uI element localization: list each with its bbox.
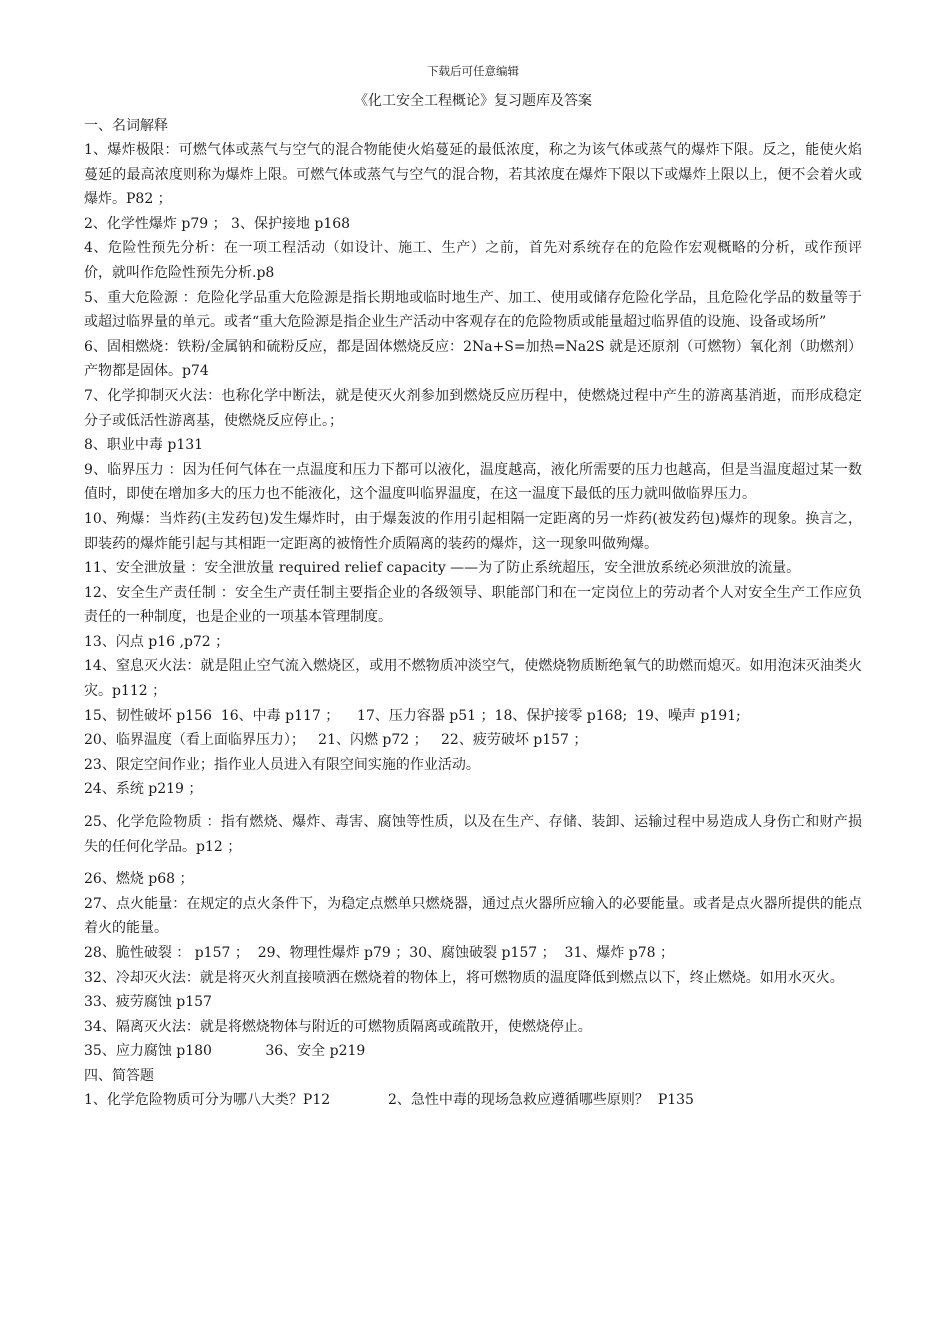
entry-28-31-text: 28、脆性破裂 ： p157 ； 29、物理性爆炸 p79 ；30、腐蚀破裂 p157 ； 31、爆炸 p78 ；: [84, 945, 675, 961]
entry-15-19: [84, 704, 862, 729]
entry-20-22-text: 20、临界温度（看上面临界压力）； 21、闪燃 p72 ； 22、疲劳破坏 p157 ；: [84, 732, 588, 749]
entry-11-relief-capacity: 11、安全泄放量 ：安全泄放量 required relief capacity ——为了防止系统超压，安全泄放系统必须泄放的流量。: [84, 560, 801, 577]
entry-7-chemical-inhibition: 7、化学抑制灭火法：也称化学中断法，就是使灭火剂参加到燃烧反应历程中，使燃烧过程中产生的游离基消逝，而形成稳定分子或低活性游离基，使燃烧反应停止。；: [84, 387, 862, 429]
section-heading-short-answer: 四、简答题: [84, 1067, 154, 1084]
entry-35-36: [84, 1039, 862, 1064]
short-answer-line: [84, 1088, 862, 1113]
entry-26-combustion: 26、燃烧 p68 ；: [84, 871, 194, 888]
entry-6-solid-combustion: 6、固相燃烧：铁粉/金属钠和硫粉反应，都是固体燃烧反应：2Na+S=加热=Na2S 就是还原剂（可燃物）氧化剂（助燃剂）产物都是固体。p74: [84, 338, 862, 380]
entry-25-hazardous-chemicals: 25、化学危险物质 ：指有燃烧、爆炸、毒害、腐蚀等性质，以及在生产、存储、装卸、运输过程中易造成人身伤亡和财产损失的任何化学品。p12 ；: [84, 814, 862, 855]
entry-1-explosion-limit: 1、爆炸极限：可燃气体或蒸气与空气的混合物能使火焰蔓延的最低浓度，称之为该气体或蒸气的爆炸下限。反之，能使火焰蔓延的最高浓度则称为爆炸上限。可燃气体或蒸气与空气的混合物，若其浓度在爆炸下限以下或爆炸上限以上，便不会着火或爆炸。P82 ；: [84, 142, 862, 208]
entry-4-pha: 4、危险性预先分析：在一项工程活动（如设计、施工、生产）之前，首先对系统存在的危险作宏观概略的分析，或作预评价，就叫作危险性预先分析.p8: [84, 240, 862, 281]
entry-27-ignition-energy: 27、点火能量：在规定的点火条件下，为稳定点燃单只燃烧器，通过点火器所应输入的必要能量。或者是点火器所提供的能点着火的能量。: [84, 895, 862, 937]
entry-34-isolation: 34、隔离灭火法：就是将燃烧物体与附近的可燃物质隔离或疏散开，使燃烧停止。: [84, 1018, 592, 1035]
entry-33-fatigue-corrosion: 33、疲劳腐蚀 p157: [84, 994, 212, 1011]
short-answer-q2: 2、急性中毒的现场急救应遵循哪些原则？ P135: [388, 1091, 694, 1108]
entry-35-36-text: 35、应力腐蚀 p180 36、安全 p219: [84, 1043, 366, 1060]
entry-24-system: 24、系统 p219 ；: [84, 781, 203, 798]
entry-9-critical-pressure: 9、临界压力 ：因为任何气体在一点温度和压力下都可以液化，温度越高，液化所需要的压力也越高，但是当温度超过某一数值时，即使在增加多大的压力也不能液化，这个温度叫临界温度，在这一温度下最低的压力就叫做临界压力。: [84, 461, 862, 503]
document-title: 《化工安全工程概论》复习题库及答案: [354, 93, 592, 109]
entry-32-cooling: 32、冷却灭火法：就是将灭火剂直接喷洒在燃烧着的物体上，将可燃物质的温度降低到燃点以下，终止燃烧。如用水灭火。: [84, 969, 844, 986]
entry-23-confined-space: 23、限定空间作业；指作业人员进入有限空间实施的作业活动。: [84, 756, 480, 773]
entry-15-19-text: 15、韧性破坏 p156 16、中毒 p117 ； 17、压力容器 p51 ；18、保护接零 p168; 19、噪声 p191;: [84, 707, 741, 724]
header-note: 下载后可任意编辑: [427, 64, 519, 78]
entry-12-responsibility-system: 12、安全生产责任制 ：安全生产责任制主要指企业的各级领导、职能部门和在一定岗位上的劳动者个人对安全生产工作应负责任的一种制度，也是企业的一项基本管理制度。: [84, 584, 862, 626]
section-heading-terms: 一、名词解释: [84, 118, 168, 134]
entry-10-sympathetic-detonation: 10、殉爆：当炸药(主发药包)发生爆炸时，由于爆轰波的作用引起相隔一定距离的另一炸药(被发药包)爆炸的现象。换言之，即装药的爆炸能引起与其相距一定距离的被惰性介质隔离的装药的爆炸，这一现象叫做殉爆。: [84, 510, 862, 552]
entry-28-31: [84, 941, 862, 966]
entry-8-occupational-poisoning: 8、职业中毒 p131: [84, 437, 204, 454]
short-answer-q1: 1、化学危险物质可分为哪八大类？P12: [84, 1091, 331, 1108]
entry-20-22: [84, 728, 862, 753]
entry-13-flash-point: 13、闪点 p16 ,p72 ；: [84, 633, 230, 650]
entry-5-major-hazard: 5、重大危险源 ：危险化学品重大危险源是指长期地或临时地生产、加工、使用或储存危险化学品，且危险化学品的数量等于或超过临界量的单元。或者“重大危险源是指企业生产活动中客观存在的危险物质或能量超过临界值的设施、设备或场所”: [84, 289, 862, 331]
entry-2-3: 2、化学性爆炸 p79 ； 3、保护接地 p168: [84, 215, 351, 232]
entry-14-smothering: 14、窒息灭火法：就是阻止空气流入燃烧区，或用不燃物质冲淡空气，使燃烧物质断绝氧气的助燃而熄灭。如用泡沫灭油类火灾。p112 ；: [84, 658, 862, 700]
